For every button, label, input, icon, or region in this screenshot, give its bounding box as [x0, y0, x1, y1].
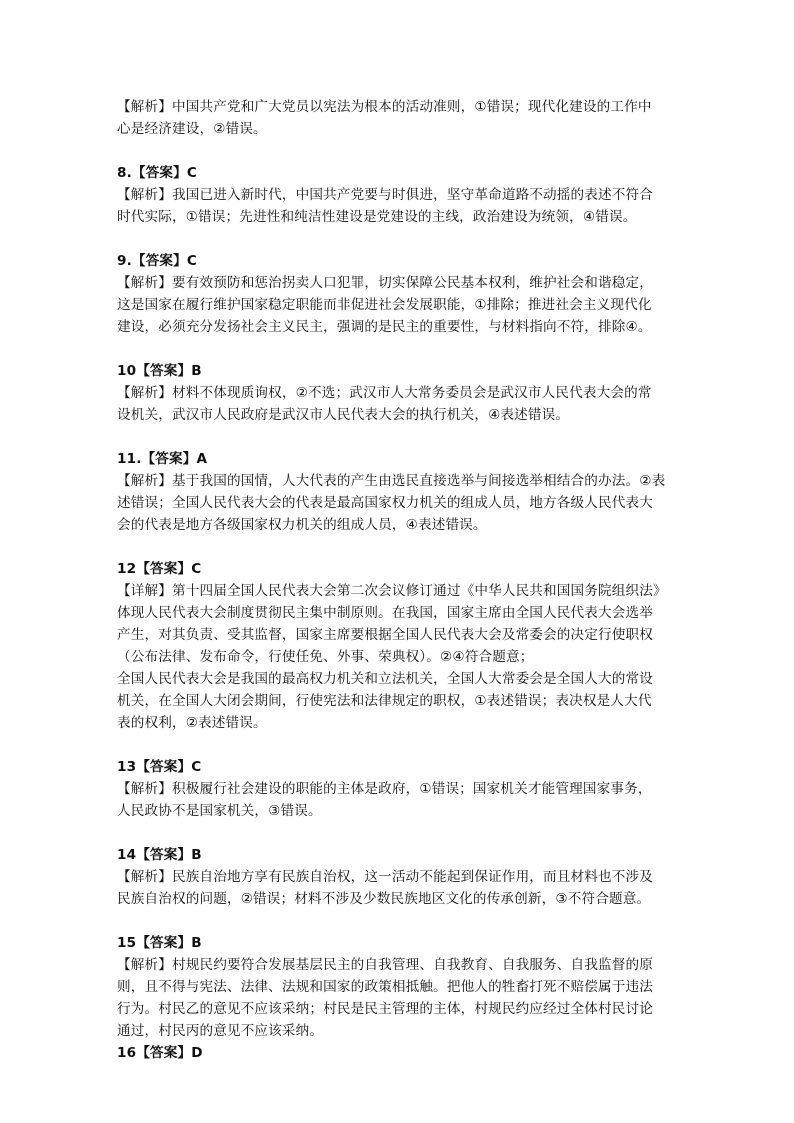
- analysis-line: 心是经济建设，②错误。: [117, 121, 267, 137]
- spacer: [117, 228, 683, 250]
- question-9: [117, 250, 683, 338]
- analysis-line: 【解析】要有效预防和惩治拐卖人口犯罪，切实保障公民基本权利，维护社会和谐稳定，: [117, 275, 654, 291]
- answer-heading: 13【答案】C: [117, 759, 202, 775]
- analysis-line: 设机关，武汉市人民政府是武汉市人民代表大会的执行机关，④表述错误。: [117, 407, 570, 423]
- answer-heading: 15【答案】B: [117, 935, 202, 951]
- analysis-line: 【解析】基于我国的国情，人大代表的产生由选民直接选举与间接选举相结合的办法。②表: [117, 473, 666, 489]
- analysis-block-7: [117, 96, 683, 140]
- analysis-line: 【解析】中国共产党和广大党员以宪法为根本的活动准则，①错误；现代化建设的工作中: [117, 99, 652, 115]
- analysis-line: 表的权利，②表述错误。: [117, 715, 267, 731]
- answer-heading: 10【答案】B: [117, 363, 202, 379]
- analysis-line: 机关，在全国人大闭会期间，行使宪法和法律规定的职权，①表述错误；表决权是人大代: [117, 693, 652, 709]
- question-14: [117, 844, 683, 910]
- analysis-line: 【解析】材料不体现质询权，②不选；武汉市人大常务委员会是武汉市人民代表大会的常: [117, 385, 652, 401]
- analysis-line: 建设，必须充分发扬社会主义民主，强调的是民主的重要性，与材料指向不符，排除④。: [117, 319, 652, 335]
- analysis-line: 【解析】我国已进入新时代，中国共产党要与时俱进，坚守革命道路不动摇的表述不符合: [117, 187, 654, 203]
- analysis-line: 【解析】村规民约要符合发展基层民主的自我管理、自我教育、自我服务、自我监督的原: [117, 957, 654, 973]
- analysis-line: 体现人民代表大会制度贯彻民主集中制原则。在我国，国家主席由全国人民代表大会选举: [117, 605, 654, 621]
- analysis-line: 通过，村民丙的意见不应该采纳。: [117, 1023, 324, 1039]
- analysis-line: 人民政协不是国家机关，③错误。: [117, 803, 322, 819]
- analysis-line: 产生，对其负责、受其监督，国家主席要根据全国人民代表大会及常委会的决定行使职权: [117, 627, 654, 643]
- analysis-line: 民族自治权的问题，②错误；材料不涉及少数民族地区文化的传承创新，③不符合题意。: [117, 891, 651, 907]
- answer-heading: 8.【答案】C: [117, 165, 198, 181]
- question-16: [117, 1042, 683, 1064]
- analysis-line: （公布法律、发布命令，行使任免、外事、荣典权）。②④符合题意；: [117, 649, 534, 665]
- answer-heading: 14【答案】B: [117, 847, 202, 863]
- question-13: [117, 756, 683, 822]
- spacer: [117, 426, 683, 448]
- question-8: [117, 162, 683, 228]
- analysis-line: 述错误；全国人民代表大会的代表是最高国家权力机关的组成人员，地方各级人民代表大: [117, 495, 654, 511]
- answer-heading: 16【答案】D: [117, 1045, 203, 1061]
- analysis-line: 则，且不得与宪法、法律、法规和国家的政策相抵触。把他人的牲畜打死不赔偿属于违法: [117, 979, 654, 995]
- spacer: [117, 822, 683, 844]
- analysis-line: 【解析】民族自治地方享有民族自治权，这一活动不能起到保证作用，而且材料也不涉及: [117, 869, 654, 885]
- spacer: [117, 338, 683, 360]
- document-page: [117, 96, 683, 1064]
- question-12: [117, 558, 683, 734]
- analysis-line: 行为。村民乙的意见不应该采纳；村民是民主管理的主体，村规民约应经过全体村民讨论: [117, 1001, 654, 1017]
- spacer: [117, 910, 683, 932]
- answer-heading: 11.【答案】A: [117, 451, 208, 467]
- answer-heading: 12【答案】C: [117, 561, 202, 577]
- analysis-line: 时代实际，①错误；先进性和纯洁性建设是党建设的主线，政治建设为统领，④错误。: [117, 209, 637, 225]
- analysis-line: 这是国家在履行维护国家稳定职能而非促进社会发展职能，①排除；推进社会主义现代化: [117, 297, 652, 313]
- analysis-line: 【解析】积极履行社会建设的职能的主体是政府，①错误；国家机关才能管理国家事务，: [117, 781, 652, 797]
- spacer: [117, 734, 683, 756]
- question-10: [117, 360, 683, 426]
- analysis-line: 全国人民代表大会是我国的最高权力机关和立法机关，全国人大常委会是全国人大的常设: [117, 671, 654, 687]
- analysis-line: 【详解】第十四届全国人民代表大会第二次会议修订通过《中华人民共和国国务院组织法》: [117, 583, 667, 599]
- spacer: [117, 140, 683, 162]
- spacer: [117, 536, 683, 558]
- question-15: [117, 932, 683, 1042]
- question-11: [117, 448, 683, 536]
- analysis-line: 会的代表是地方各级国家权力机关的组成人员，④表述错误。: [117, 517, 487, 533]
- answer-heading: 9.【答案】C: [117, 253, 198, 269]
